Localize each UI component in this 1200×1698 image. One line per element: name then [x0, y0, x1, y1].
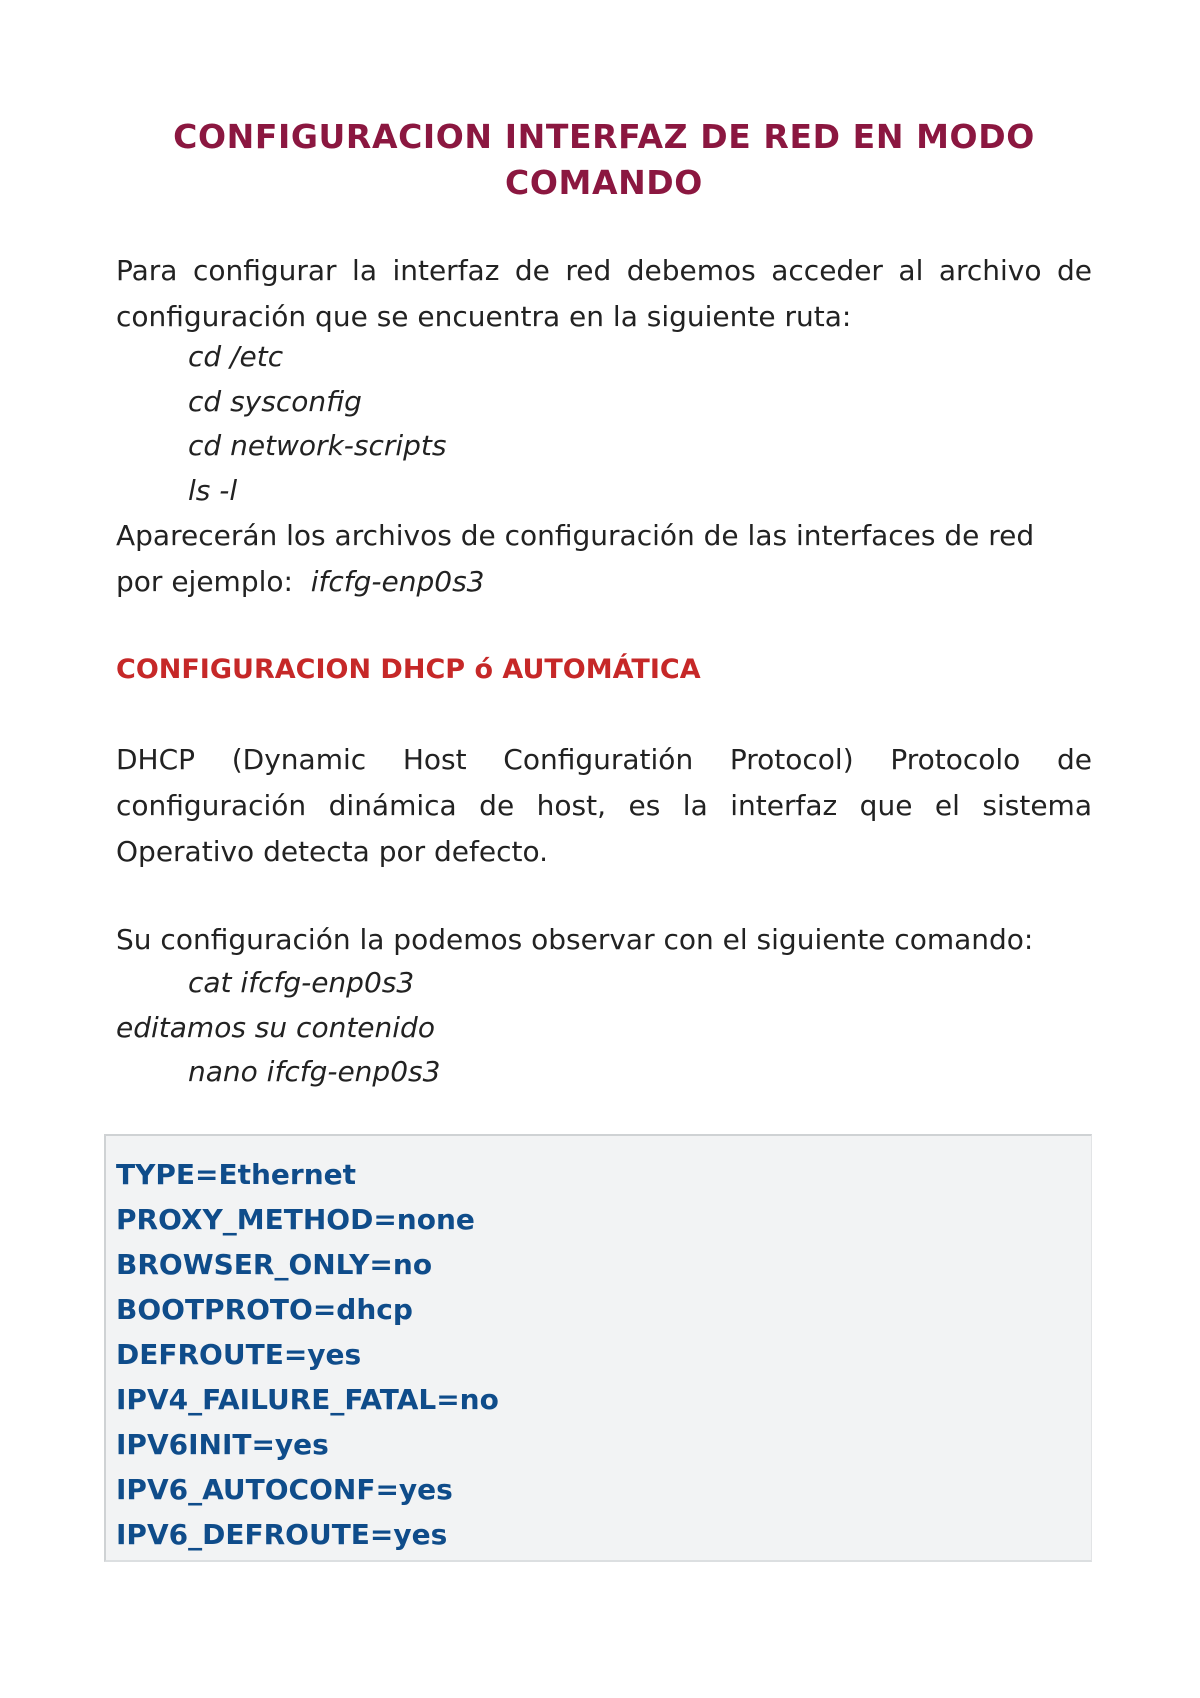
config-lines	[116, 1152, 499, 1557]
dhcp-description-line: DHCP (Dynamic Host Configuratión Protocol) Protocolo de	[116, 743, 1092, 776]
command-ls: ls -l	[188, 474, 238, 507]
dhcp-section-heading: CONFIGURACION DHCP ó AUTOMÁTICA	[116, 654, 701, 685]
files-example-filename: ifcfg-enp0s3	[310, 565, 485, 598]
config-line-ipv4-failure-fatal: IPV4_FAILURE_FATAL=no	[116, 1383, 499, 1416]
dhcp-description-line: Operativo detecta por defecto.	[116, 835, 549, 868]
intro-paragraph	[116, 248, 1092, 340]
command-cd-network-scripts: cd network-scripts	[188, 429, 447, 462]
intro-line: configuración que se encuentra en la siguiente ruta:	[116, 300, 852, 333]
config-line-defroute: DEFROUTE=yes	[116, 1338, 362, 1371]
command-nano: nano ifcfg-enp0s3	[188, 1055, 441, 1088]
dhcp-description-line: configuración dinámica de host, es la interfaz que el sistema	[116, 789, 1092, 822]
config-line-ipv6-autoconf: IPV6_AUTOCONF=yes	[116, 1473, 453, 1506]
config-line-proxy-method: PROXY_METHOD=none	[116, 1203, 475, 1236]
observe-text: Su configuración la podemos observar con el siguiente comando:	[116, 923, 1034, 956]
config-line-bootproto: BOOTPROTO=dhcp	[116, 1293, 413, 1326]
config-line-type: TYPE=Ethernet	[116, 1158, 357, 1191]
command-cat: cat ifcfg-enp0s3	[188, 966, 415, 999]
files-line-example	[116, 559, 1092, 605]
page-title: CONFIGURACION INTERFAZ DE RED EN MODO COMANDO	[173, 117, 1035, 202]
files-line: Aparecerán los archivos de configuración de las interfaces de red	[116, 519, 1035, 552]
command-cd-etc: cd /etc	[188, 340, 284, 373]
intro-line: Para configurar la interfaz de red debemos acceder al archivo de	[116, 254, 1092, 287]
config-line-browser-only: BROWSER_ONLY=no	[116, 1248, 433, 1281]
edit-text: editamos su contenido	[116, 1011, 435, 1044]
config-line-ipv6init: IPV6INIT=yes	[116, 1428, 329, 1461]
config-file-box	[104, 1134, 1092, 1562]
command-cd-sysconfig: cd sysconfig	[188, 385, 362, 418]
files-paragraph	[116, 513, 1092, 605]
config-line-ipv6-defroute: IPV6_DEFROUTE=yes	[116, 1518, 448, 1551]
dhcp-description	[116, 737, 1092, 875]
files-example-prefix: por ejemplo:	[116, 565, 293, 598]
